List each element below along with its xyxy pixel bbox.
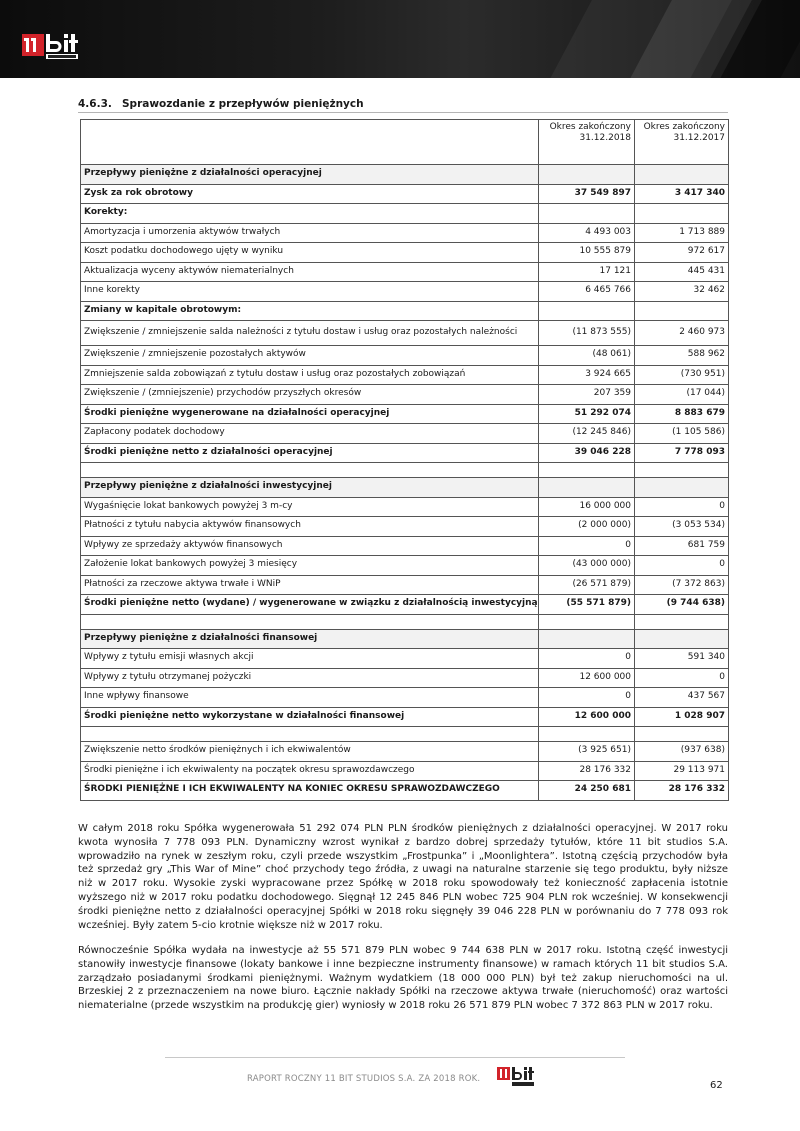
value-2018: 6 465 766 [539,282,635,302]
value-2017: (3 053 534) [635,517,729,537]
row-label: Amortyzacja i umorzenia aktywów trwałych [81,223,539,243]
row-label [81,614,539,629]
value-2017 [635,301,729,321]
cash-flow-table [80,119,729,801]
value-2017 [635,463,729,478]
value-2018: 51 292 074 [539,404,635,424]
value-2017: 588 962 [635,346,729,366]
value-2017: (730 951) [635,365,729,385]
table-row [81,536,729,556]
value-2017: 445 431 [635,262,729,282]
row-label: Koszt podatku dochodowego ujęty w wyniku [81,243,539,263]
table-row [81,781,729,801]
section-number: 4.6.3. [78,98,112,110]
table-row [81,478,729,498]
table-row [81,556,729,576]
table-row [81,321,729,346]
value-2017: 437 567 [635,688,729,708]
value-2017 [635,204,729,224]
table-row [81,282,729,302]
table-row [81,165,729,185]
value-2017: 28 176 332 [635,781,729,801]
row-label: Zysk za rok obrotowy [81,184,539,204]
table-row [81,761,729,781]
table-row [81,497,729,517]
value-2018: 4 493 003 [539,223,635,243]
value-2017: 681 759 [635,536,729,556]
value-2018: 207 359 [539,385,635,405]
table-row [81,517,729,537]
value-2018 [539,727,635,742]
table-row [81,575,729,595]
value-2017 [635,727,729,742]
column-header-2017: Okres zakończony 31.12.2017 [635,120,729,165]
value-2018: (26 571 879) [539,575,635,595]
value-2018: (12 245 846) [539,424,635,444]
value-2018 [539,463,635,478]
table-row [81,262,729,282]
value-2018: 37 549 897 [539,184,635,204]
value-2018 [539,478,635,498]
row-label: Założenie lokat bankowych powyżej 3 miesięcy [81,556,539,576]
value-2018: (11 873 555) [539,321,635,346]
column-header-label [81,120,539,165]
table-row [81,649,729,669]
table-row [81,223,729,243]
value-2017: (7 372 863) [635,575,729,595]
value-2017 [635,614,729,629]
row-label: Inne korekty [81,282,539,302]
row-label [81,727,539,742]
value-2018: 17 121 [539,262,635,282]
table-spacer-row [81,727,729,742]
value-2017: 0 [635,556,729,576]
value-2018: (48 061) [539,346,635,366]
row-label: Wygaśnięcie lokat bankowych powyżej 3 m-cy [81,497,539,517]
table-spacer-row [81,614,729,629]
value-2018: (43 000 000) [539,556,635,576]
row-label: Wpływy z tytułu emisji własnych akcji [81,649,539,669]
row-label: Przepływy pieniężne z działalności finansowej [81,629,539,649]
value-2018: 12 600 000 [539,668,635,688]
row-label: Zwiększenie netto środków pieniężnych i ich ekwiwalentów [81,742,539,762]
value-2017: 7 778 093 [635,443,729,463]
table-row [81,595,729,615]
value-2018: 0 [539,649,635,669]
value-2018 [539,614,635,629]
row-label: Zwiększenie / zmniejszenie salda należności z tytułu dostaw i usług oraz pozostałych należności [81,321,539,346]
row-label: Środki pieniężne wygenerowane na działalności operacyjnej [81,404,539,424]
page-number: 62 [710,1080,723,1091]
column-header-2018: Okres zakończony 31.12.2018 [539,120,635,165]
table-row [81,184,729,204]
value-2017: 2 460 973 [635,321,729,346]
row-label: Zwiększenie / (zmniejszenie) przychodów przyszłych okresów [81,385,539,405]
table-row [81,301,729,321]
value-2017: (937 638) [635,742,729,762]
table-row [81,668,729,688]
operating-cash-paragraph: W całym 2018 roku Spółka wygenerowała 51 292 074 PLN PLN środków pieniężnych z działalności operacyjnej. W 2017 roku kwota wynosiła 7 778 093 PLN. Dynamiczny wzrost wynikał z bardzo dobrej sprzedaży tytułów, które 11 bit studios S.A. wprowadziło na rynek w zeszłym roku, czyli przede wszystkim „Frostpunka” i „Moonlightera”. Istotną częścią przychodów była też sprzedaż gry „This War of Mine” choć przychody tego źródła, z uwagi na naturalne starzenie się tego produktu, były niższe niż w 2017 roku. Wysokie zyski wypracowane przez Spółkę w 2018 roku spowodowały też konieczność zapłacenia istotnie wyższego niż w 2017 roku podatku dochodowego. Sięgnął 12 245 846 PLN wobec 725 904 PLN rok wcześniej. W konsekwencji środki pieniężne netto z działalności operacyjnej Spółki w 2018 roku sięgnęły 39 046 228 PLN w porównaniu do 7 778 093 rok wcześniej. Były zatem 5-cio krotnie większe niż w 2017 roku. [78,823,728,931]
footer-divider [165,1057,625,1058]
value-2018: 12 600 000 [539,707,635,727]
value-2017 [635,478,729,498]
value-2017: 0 [635,668,729,688]
value-2017: 3 417 340 [635,184,729,204]
table-row [81,385,729,405]
row-label: Środki pieniężne netto wykorzystane w działalności finansowej [81,707,539,727]
table-spacer-row [81,463,729,478]
footer-logo [497,1064,541,1090]
table-row [81,365,729,385]
row-label: Przepływy pieniężne z działalności inwestycyjnej [81,478,539,498]
section-heading [78,98,364,110]
value-2017: 32 462 [635,282,729,302]
value-2018 [539,204,635,224]
table-header-row [81,120,729,165]
value-2018: (2 000 000) [539,517,635,537]
row-label: Zapłacony podatek dochodowy [81,424,539,444]
page-header [0,0,800,78]
value-2017: (9 744 638) [635,595,729,615]
row-label: Inne wpływy finansowe [81,688,539,708]
row-label: Wpływy z tytułu otrzymanej pożyczki [81,668,539,688]
heading-divider [78,112,728,113]
value-2018: (55 571 879) [539,595,635,615]
table-row [81,688,729,708]
value-2018: 24 250 681 [539,781,635,801]
value-2017 [635,629,729,649]
row-label: Aktualizacja wyceny aktywów niematerialnych [81,262,539,282]
section-title: Sprawozdanie z przepływów pieniężnych [122,98,364,110]
value-2018: 0 [539,536,635,556]
table-row [81,742,729,762]
footer-report-title: RAPORT ROCZNY 11 BIT STUDIOS S.A. ZA 2018 ROK. [247,1074,481,1084]
value-2018 [539,165,635,185]
row-label: Środki pieniężne i ich ekwiwalenty na początek okresu sprawozdawczego [81,761,539,781]
row-label: Płatności za rzeczowe aktywa trwałe i WNiP [81,575,539,595]
value-2017: 0 [635,497,729,517]
value-2017: (17 044) [635,385,729,405]
value-2017: 1 028 907 [635,707,729,727]
row-label [81,463,539,478]
row-label: Zwiększenie / zmniejszenie pozostałych aktywów [81,346,539,366]
value-2017: 29 113 971 [635,761,729,781]
value-2017: 1 713 889 [635,223,729,243]
value-2017 [635,165,729,185]
studio-logo [22,30,100,62]
row-label: Środki pieniężne netto z działalności operacyjnej [81,443,539,463]
table-row [81,424,729,444]
row-label: Zmniejszenie salda zobowiązań z tytułu dostaw i usług oraz pozostałych zobowiązań [81,365,539,385]
table-row [81,346,729,366]
row-label: Zmiany w kapitale obrotowym: [81,301,539,321]
row-label: ŚRODKI PIENIĘŻNE I ICH EKWIWALENTY NA KONIEC OKRESU SPRAWOZDAWCZEGO [81,781,539,801]
value-2017: (1 105 586) [635,424,729,444]
value-2018 [539,629,635,649]
value-2018: 16 000 000 [539,497,635,517]
row-label: Korekty: [81,204,539,224]
value-2017: 591 340 [635,649,729,669]
value-2017: 8 883 679 [635,404,729,424]
value-2018: 10 555 879 [539,243,635,263]
table-row [81,243,729,263]
value-2018: 0 [539,688,635,708]
value-2018: 3 924 665 [539,365,635,385]
value-2018: (3 925 651) [539,742,635,762]
investment-cash-paragraph: Równocześnie Spółka wydała na inwestycje aż 55 571 879 PLN wobec 9 744 638 PLN w 2017 roku. Istotną część inwestycji stanowiły inwestycje finansowe (lokaty bankowe i inne bezpieczne instrumenty finansowe) w ramach których 11 bit studios S.A. zarządzało posiadanymi środkami pieniężnymi. Ważnym wydatkiem (18 000 000 PLN) był też zakup nieruchomości na ul. Brzeskiej 2 z przeznaczeniem na nowe biuro. Łącznie nakłady Spółki na rzeczowe aktywa trwałe (nieruchomość) oraz wartości niematerialne (przede wszystkim na produkcję gier) wyniosły w 2018 roku 26 571 879 PLN wobec 7 372 863 PLN w 2017 roku. [78,945,728,1012]
value-2018: 28 176 332 [539,761,635,781]
row-label: Przepływy pieniężne z działalności operacyjnej [81,165,539,185]
table-row [81,404,729,424]
table-row [81,629,729,649]
value-2017: 972 617 [635,243,729,263]
row-label: Płatności z tytułu nabycia aktywów finansowych [81,517,539,537]
value-2018 [539,301,635,321]
table-row [81,707,729,727]
row-label: Wpływy ze sprzedaży aktywów finansowych [81,536,539,556]
value-2018: 39 046 228 [539,443,635,463]
row-label: Środki pieniężne netto (wydane) / wygenerowane w związku z działalnością inwestycyjną [81,595,539,615]
table-row [81,443,729,463]
table-row [81,204,729,224]
